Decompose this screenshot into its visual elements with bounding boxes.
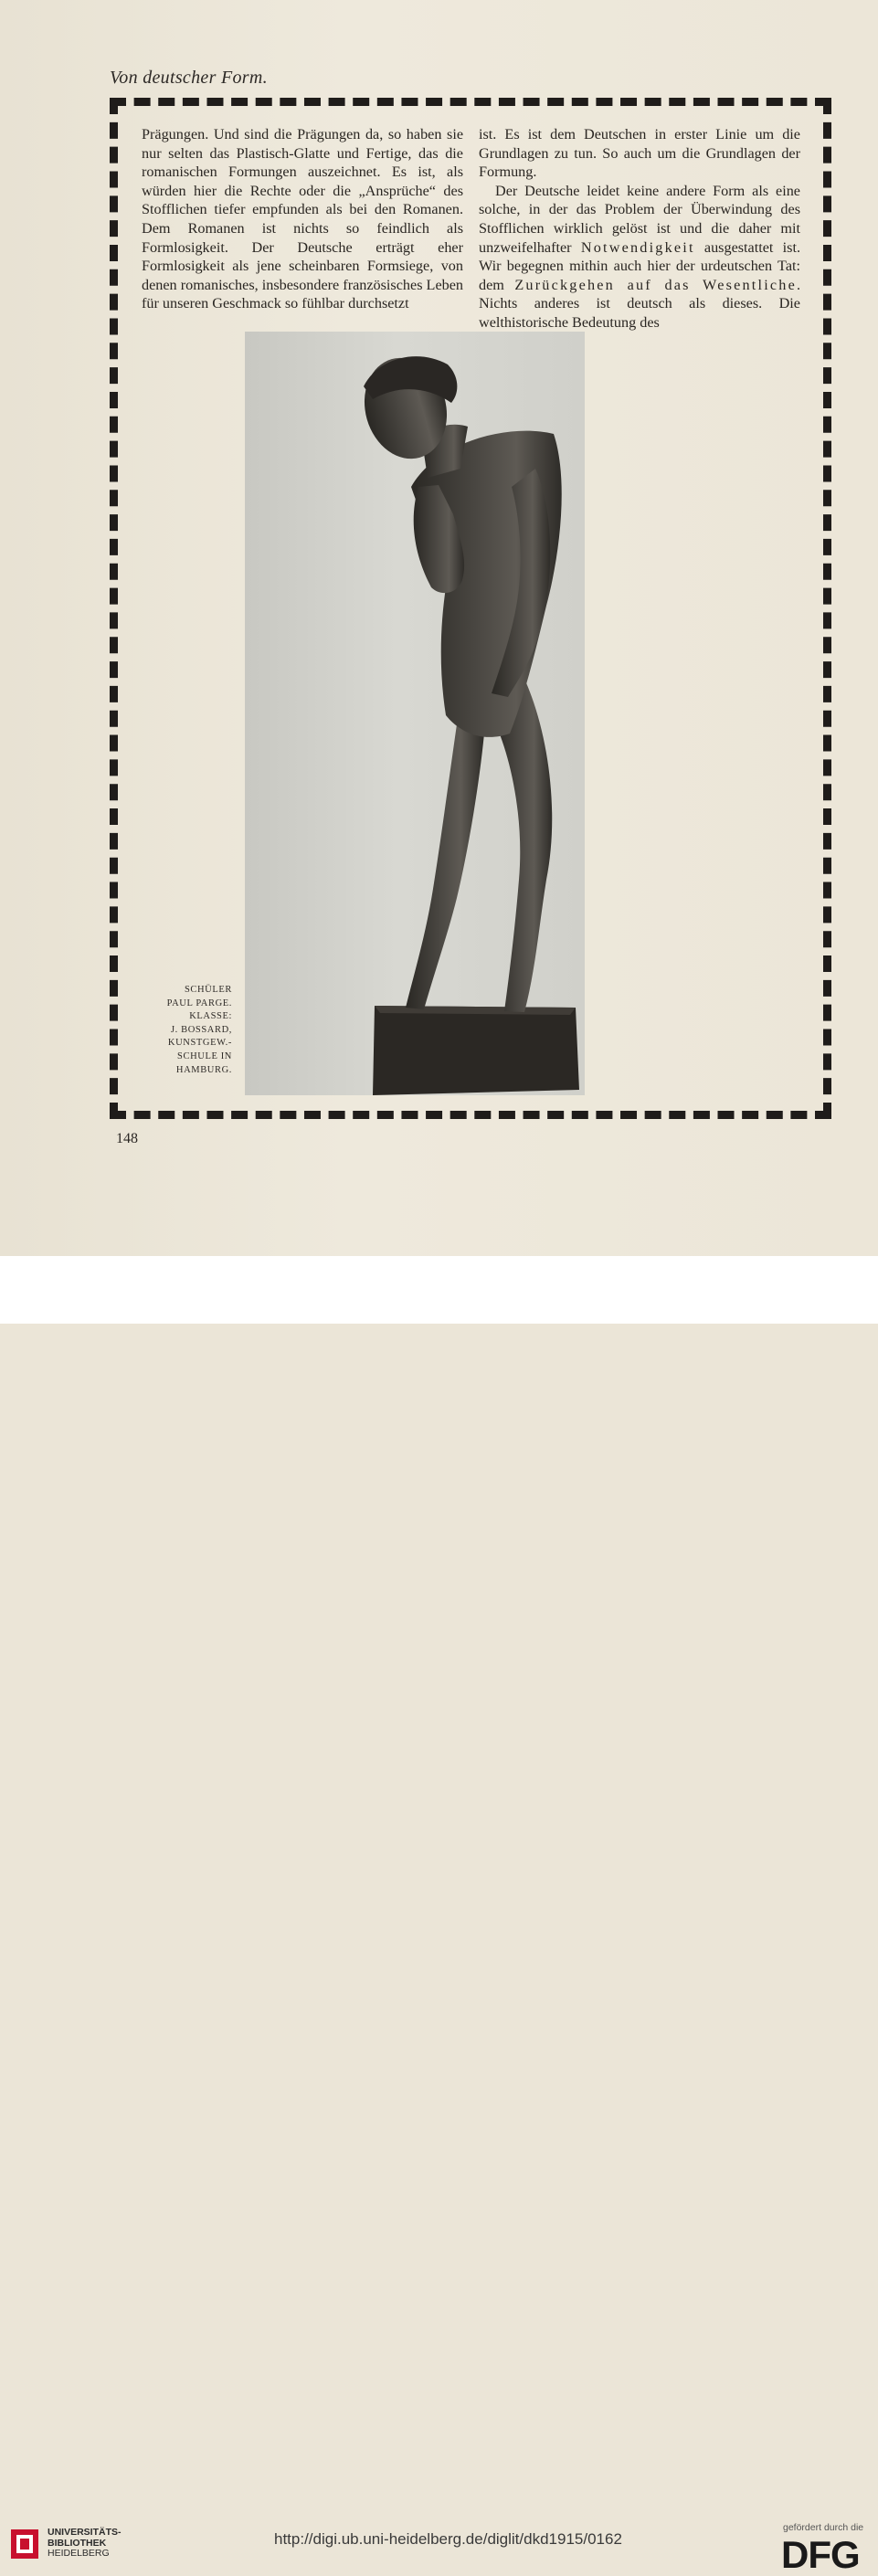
funding-label: gefördert durch die [783, 2522, 864, 2533]
permalink-url[interactable]: http://digi.ub.uni-heidelberg.de/diglit/dkd1915/0162 [274, 2530, 622, 2548]
paragraph [479, 182, 800, 333]
library-name-line: HEIDELBERG [48, 2548, 110, 2559]
caption-line: SCHULE IN [177, 1050, 232, 1061]
caption-line: J. BOSSARD, [171, 1024, 232, 1035]
caption-line: KLASSE: [189, 1011, 232, 1022]
sculpture-illustration [245, 332, 585, 1095]
photo-caption [137, 984, 232, 1077]
library-name-line: BIBLIOTHEK [48, 2537, 107, 2549]
caption-line: KUNSTGEW.- [167, 1038, 232, 1049]
dfg-logo: DFG [781, 2533, 860, 2576]
paragraph: Prägungen. Und sind die Prägungen da, so haben sie nur selten das Plastisch-Glatte und Fertige, das die romanischen Formungen auszeichnet. Es ist, als würden hier die Rechte oder die „Ansprüche“ des Stofflichen tiefer empfunden als bei den Romanen. Dem Romanen ist nichts so feindlich als Formlosigkeit. Der Deutsche erträgt eher Formlosigkeit als jene scheinbaren Formsiege, von denen romanisches, insbesondere französisches Leben für unseren Geschmack so fühlbar durchsetzt [142, 126, 463, 312]
caption-line: PAUL PARGE. [166, 998, 232, 1008]
emphasis: Zurückgehen auf das Wesentliche [514, 276, 797, 293]
text-run: Der Deutsche leidet keine andere Form als eine solche, in der das Problem der Überwindung des Stofflichen wirklich gelöst ist und die daher mit unzweifelhafter [479, 182, 800, 256]
caption-line: HAMBURG. [175, 1064, 232, 1075]
library-name [48, 2528, 122, 2560]
library-name-line: UNIVERSITÄTS- [48, 2527, 122, 2538]
text-column-right [479, 125, 800, 333]
caption-line: SCHÜLER [184, 985, 232, 995]
sculpture-photograph [245, 332, 585, 1095]
scanned-page [0, 0, 878, 1256]
text-run: ausgestattet ist. Wir begegnen mithin auch hier der urdeutschen Tat: dem [479, 238, 801, 293]
university-library-logo-icon [9, 2526, 42, 2562]
page-number: 148 [116, 1131, 138, 1146]
text-run: . Nichts anderes ist deutsch als dieses. Die welthistorische Bedeutung des [479, 276, 800, 331]
running-head: Von deutscher Form. [110, 68, 268, 88]
emphasis: Notwendigkeit [580, 238, 695, 256]
paragraph: ist. Es ist dem Deutschen in erster Linie um die Grundlagen zu tun. So auch um die Grundlagen der Formung. [479, 126, 800, 181]
text-column-left [142, 125, 463, 313]
viewer-footer [0, 1256, 878, 2576]
